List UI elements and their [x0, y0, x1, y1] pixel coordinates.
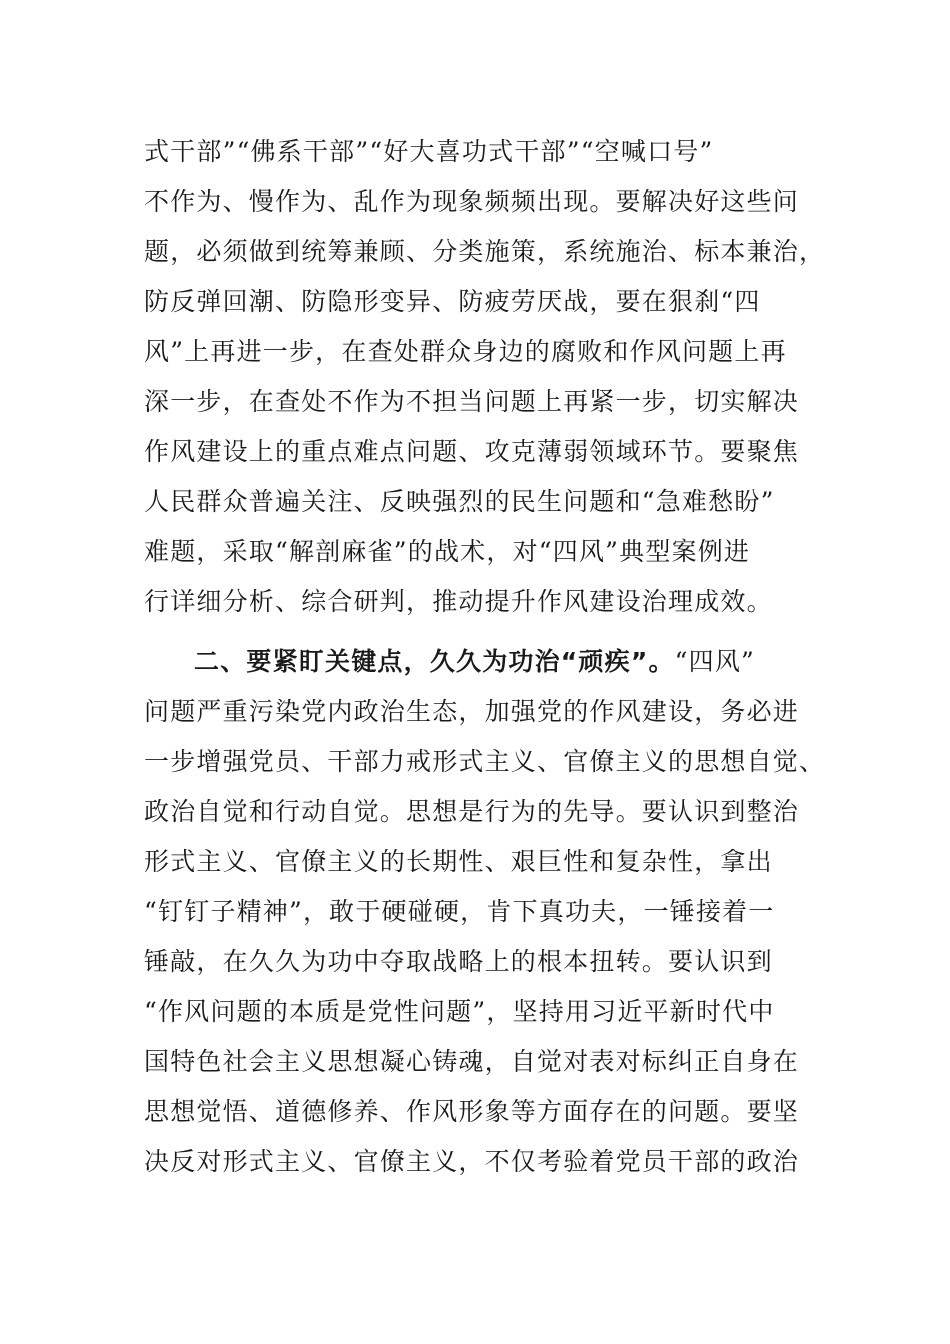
paragraph1-line-4: 防反弹回潮、防隐形变异、防疲劳厌战，要在狠刹“四	[144, 287, 761, 316]
paragraph2-line-5: 形式主义、官僚主义的长期性、艰巨性和复杂性，拿出	[144, 847, 773, 876]
paragraph2-line-2: 问题严重污染党内政治生态，加强党的作风建设，务必进	[144, 697, 800, 726]
paragraph2-line-3: 一步增强党员、干部力戒形式主义、官僚主义的思想自觉、	[144, 747, 826, 776]
paragraph2-line-7: 锤敲，在久久为功中夺取战略上的根本扭转。要认识到	[144, 947, 773, 976]
paragraph1-line-2: 不作为、慢作为、乱作为现象频频出现。要解决好这些问	[144, 187, 800, 216]
paragraph2-line-10: 思想觉悟、道德修养、作风形象等方面存在的问题。要坚	[144, 1097, 800, 1126]
paragraph2-line-4: 政治自觉和行动自觉。思想是行为的先导。要认识到整治	[144, 797, 800, 826]
paragraph2-line-9: 国特色社会主义思想凝心铸魂，自觉对表对标纠正自身在	[144, 1047, 800, 1076]
paragraph2-line-6: “钉钉子精神”，敢于硬碰硬，肯下真功夫，一锤接着一	[144, 897, 775, 926]
paragraph1-line-10: 行详细分析、综合研判，推动提升作风建设治理成效。	[144, 587, 773, 616]
paragraph2-line-8: “作风问题的本质是党性问题”，坚持用习近平新时代中	[144, 997, 775, 1026]
paragraph1-line-1: 式干部”“佛系干部”“好大喜功式干部”“空喊口号”	[144, 137, 714, 166]
paragraph2-first-line-rest: “四风”	[674, 647, 756, 676]
paragraph1-line-6: 深一步，在查处不作为不担当问题上再紧一步，切实解决	[144, 387, 800, 416]
paragraph1-line-5: 风”上再进一步，在查处群众身边的腐败和作风问题上再	[144, 337, 787, 366]
paragraph1-line-8: 人民群众普遍关注、反映强烈的民生问题和“急难愁盼”	[144, 487, 775, 516]
paragraph1-line-3: 题，必须做到统筹兼顾、分类施策，系统施治、标本兼治，	[144, 237, 826, 266]
paragraph2-line-11: 决反对形式主义、官僚主义，不仅考验着党员干部的政治	[144, 1147, 800, 1176]
paragraph1-line-9: 难题，采取“解剖麻雀”的战术，对“四风”典型案例进	[144, 537, 751, 566]
section-heading: 二、要紧盯关键点，久久为功治“顽疾”。	[194, 647, 675, 676]
paragraph1-line-7: 作风建设上的重点难点问题、攻克薄弱领域环节。要聚焦	[144, 437, 800, 466]
paragraph2-first-line	[194, 637, 824, 687]
